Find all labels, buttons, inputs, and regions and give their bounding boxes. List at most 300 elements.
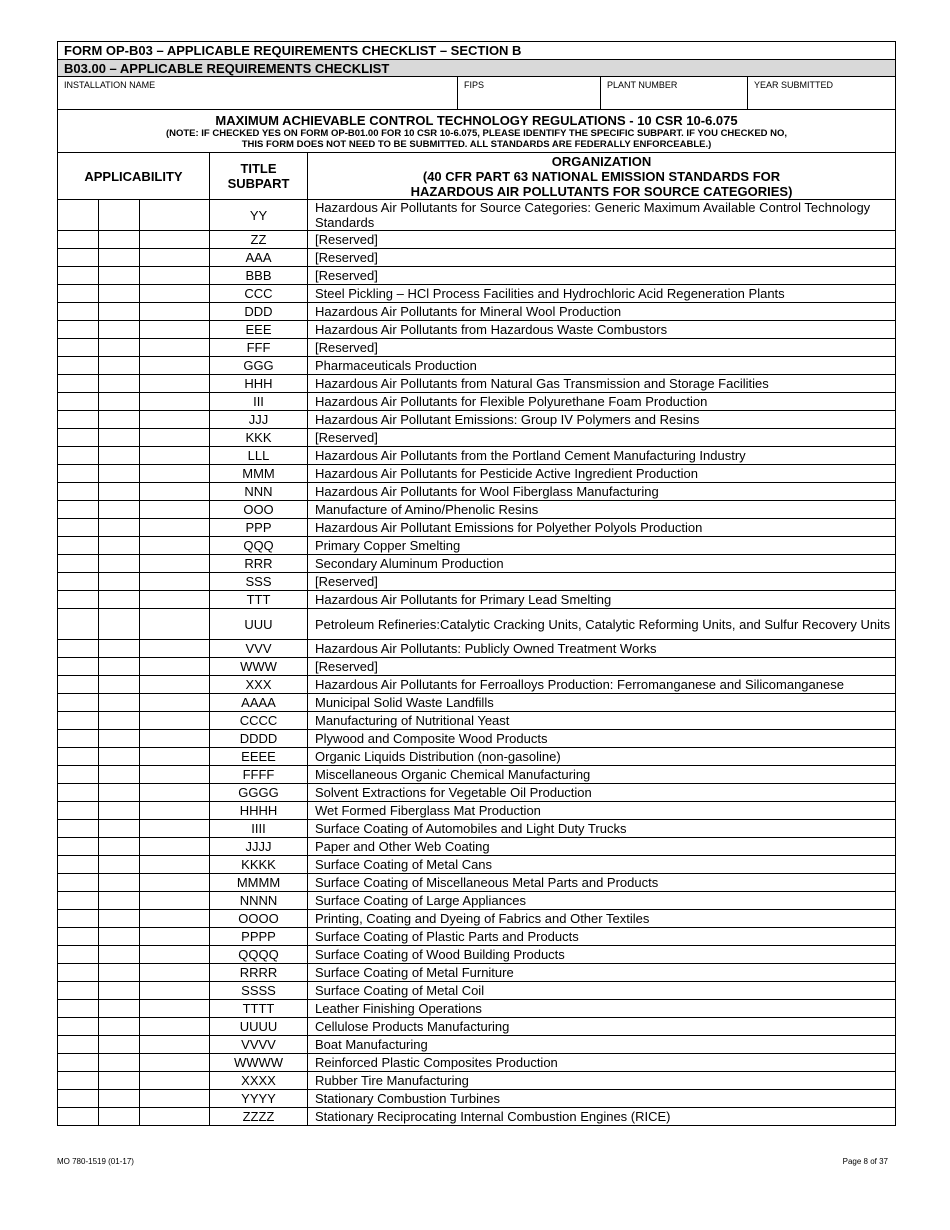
applicability-cell[interactable]	[58, 429, 99, 447]
subpart-code: LLL	[210, 447, 308, 465]
applicability-cell[interactable]	[99, 249, 140, 267]
applicability-cell[interactable]	[58, 838, 99, 856]
subpart-code: VVV	[210, 640, 308, 658]
applicability-cell[interactable]	[140, 1072, 210, 1090]
form	[57, 41, 895, 1126]
applicability-cell[interactable]	[99, 928, 140, 946]
subpart-title: Municipal Solid Waste Landfills	[308, 694, 896, 712]
applicability-cell[interactable]	[99, 640, 140, 658]
table-row	[58, 429, 896, 447]
applicability-cell[interactable]	[58, 856, 99, 874]
subpart-code: WWWW	[210, 1054, 308, 1072]
applicability-cell[interactable]	[99, 1000, 140, 1018]
subpart-title: Cellulose Products Manufacturing	[308, 1018, 896, 1036]
applicability-cell[interactable]	[99, 748, 140, 766]
table-row	[58, 856, 896, 874]
applicability-cell[interactable]	[58, 784, 99, 802]
applicability-cell[interactable]	[140, 802, 210, 820]
applicability-cell[interactable]	[140, 375, 210, 393]
table-row	[58, 1018, 896, 1036]
applicability-cell[interactable]	[140, 411, 210, 429]
applicability-cell[interactable]	[58, 946, 99, 964]
subpart-code: PPP	[210, 519, 308, 537]
regulation-title: MAXIMUM ACHIEVABLE CONTROL TECHNOLOGY REGULATIONS - 10 CSR 10-6.075	[215, 113, 738, 128]
subpart-code: QQQQ	[210, 946, 308, 964]
applicability-cell[interactable]	[99, 802, 140, 820]
applicability-cell[interactable]	[99, 964, 140, 982]
subpart-title: [Reserved]	[308, 339, 896, 357]
applicability-cell[interactable]	[140, 910, 210, 928]
applicability-cell[interactable]	[58, 748, 99, 766]
subpart-title: Manufacturing of Nutritional Yeast	[308, 712, 896, 730]
subpart-code: GGG	[210, 357, 308, 375]
table-row	[58, 910, 896, 928]
table-row	[58, 339, 896, 357]
table-row	[58, 483, 896, 501]
applicability-cell[interactable]	[140, 928, 210, 946]
table-row	[58, 231, 896, 249]
subpart-code: UUUU	[210, 1018, 308, 1036]
applicability-cell[interactable]	[99, 856, 140, 874]
subpart-code: IIII	[210, 820, 308, 838]
applicability-cell[interactable]	[58, 411, 99, 429]
subpart-code: FFF	[210, 339, 308, 357]
applicability-cell[interactable]	[140, 820, 210, 838]
table-row	[58, 465, 896, 483]
applicability-cell[interactable]	[58, 303, 99, 321]
form-title: FORM OP-B03 – APPLICABLE REQUIREMENTS CHECKLIST – SECTION B	[58, 42, 896, 60]
subpart-title: Surface Coating of Wood Building Products	[308, 946, 896, 964]
applicability-cell[interactable]	[140, 748, 210, 766]
subpart-title: [Reserved]	[308, 267, 896, 285]
applicability-cell[interactable]	[58, 1036, 99, 1054]
applicability-cell[interactable]	[99, 1108, 140, 1126]
subpart-code: HHHH	[210, 802, 308, 820]
table-row	[58, 447, 896, 465]
subpart-code: YY	[210, 200, 308, 231]
applicability-cell[interactable]	[58, 519, 99, 537]
applicability-cell[interactable]	[58, 321, 99, 339]
applicability-cell[interactable]	[58, 766, 99, 784]
subpart-title: [Reserved]	[308, 429, 896, 447]
subpart-code: DDD	[210, 303, 308, 321]
applicability-cell[interactable]	[140, 231, 210, 249]
applicability-cell[interactable]	[58, 676, 99, 694]
subpart-code: WWW	[210, 658, 308, 676]
applicability-cell[interactable]	[99, 285, 140, 303]
applicability-cell[interactable]	[99, 946, 140, 964]
subpart-code: OOO	[210, 501, 308, 519]
applicability-cell[interactable]	[99, 483, 140, 501]
subpart-title: Pharmaceuticals Production	[308, 357, 896, 375]
applicability-cell[interactable]	[58, 483, 99, 501]
applicability-cell[interactable]	[58, 802, 99, 820]
applicability-cell[interactable]	[58, 375, 99, 393]
applicability-cell[interactable]	[140, 712, 210, 730]
applicability-cell[interactable]	[99, 694, 140, 712]
applicability-cell[interactable]	[99, 820, 140, 838]
table-row	[58, 928, 896, 946]
subpart-title: Surface Coating of Metal Furniture	[308, 964, 896, 982]
applicability-cell[interactable]	[99, 321, 140, 339]
applicability-cell[interactable]	[99, 874, 140, 892]
subpart-title: Surface Coating of Large Appliances	[308, 892, 896, 910]
applicability-cell[interactable]	[99, 910, 140, 928]
table-row	[58, 591, 896, 609]
applicability-cell[interactable]	[140, 429, 210, 447]
subpart-code: CCC	[210, 285, 308, 303]
applicability-cell[interactable]	[99, 838, 140, 856]
applicability-cell[interactable]	[58, 200, 99, 231]
applicability-cell[interactable]	[58, 928, 99, 946]
applicability-cell[interactable]	[140, 519, 210, 537]
subpart-code: KKK	[210, 429, 308, 447]
applicability-cell[interactable]	[140, 838, 210, 856]
plant-number-field[interactable]: PLANT NUMBER	[601, 77, 748, 110]
applicability-cell[interactable]	[99, 537, 140, 555]
table-row	[58, 555, 896, 573]
form-number: MO 780-1519 (01-17)	[57, 1157, 134, 1166]
applicability-cell[interactable]	[99, 231, 140, 249]
applicability-cell[interactable]	[58, 267, 99, 285]
applicability-cell[interactable]	[58, 591, 99, 609]
subpart-code: III	[210, 393, 308, 411]
subpart-title: Solvent Extractions for Vegetable Oil Production	[308, 784, 896, 802]
subpart-title: Hazardous Air Pollutant Emissions for Polyether Polyols Production	[308, 519, 896, 537]
applicability-cell[interactable]	[140, 856, 210, 874]
table-row	[58, 303, 896, 321]
applicability-cell[interactable]	[58, 1018, 99, 1036]
section-title: B03.00 – APPLICABLE REQUIREMENTS CHECKLIST	[58, 60, 896, 77]
subpart-code: FFFF	[210, 766, 308, 784]
applicability-cell[interactable]	[99, 730, 140, 748]
applicability-cell[interactable]	[99, 411, 140, 429]
table-row	[58, 411, 896, 429]
table-row	[58, 267, 896, 285]
subpart-title: Printing, Coating and Dyeing of Fabrics and Other Textiles	[308, 910, 896, 928]
table-row	[58, 766, 896, 784]
table-row	[58, 748, 896, 766]
applicability-cell[interactable]	[140, 339, 210, 357]
subpart-title: Hazardous Air Pollutants for Source Categories: Generic Maximum Available Control Technology Standards	[308, 200, 896, 231]
table-row	[58, 1072, 896, 1090]
regulation-note-line2: THIS FORM DOES NOT NEED TO BE SUBMITTED. ALL STANDARDS ARE FEDERALLY ENFORCEABLE.)	[241, 139, 712, 150]
applicability-cell[interactable]	[99, 555, 140, 573]
applicability-cell[interactable]	[58, 658, 99, 676]
applicability-cell[interactable]	[99, 784, 140, 802]
applicability-cell[interactable]	[140, 200, 210, 231]
header-table	[57, 41, 896, 110]
subpart-code: DDDD	[210, 730, 308, 748]
applicability-cell[interactable]	[140, 447, 210, 465]
subpart-title: Wet Formed Fiberglass Mat Production	[308, 802, 896, 820]
applicability-cell[interactable]	[140, 1000, 210, 1018]
applicability-cell[interactable]	[99, 609, 140, 640]
applicability-cell[interactable]	[58, 1108, 99, 1126]
applicability-cell[interactable]	[99, 375, 140, 393]
applicability-cell[interactable]	[140, 640, 210, 658]
table-row	[58, 1108, 896, 1126]
subpart-code: ZZZZ	[210, 1108, 308, 1126]
applicability-cell[interactable]	[99, 712, 140, 730]
applicability-cell[interactable]	[99, 1018, 140, 1036]
applicability-cell[interactable]	[140, 658, 210, 676]
applicability-cell[interactable]	[140, 591, 210, 609]
subpart-code: GGGG	[210, 784, 308, 802]
table-row	[58, 694, 896, 712]
applicability-cell[interactable]	[140, 483, 210, 501]
subpart-title: Reinforced Plastic Composites Production	[308, 1054, 896, 1072]
subpart-title: [Reserved]	[308, 573, 896, 591]
applicability-cell[interactable]	[140, 1054, 210, 1072]
applicability-cell[interactable]	[58, 249, 99, 267]
applicability-cell[interactable]	[99, 1054, 140, 1072]
table-row	[58, 285, 896, 303]
subpart-title: Hazardous Air Pollutants from the Portland Cement Manufacturing Industry	[308, 447, 896, 465]
applicability-cell[interactable]	[99, 519, 140, 537]
table-row	[58, 357, 896, 375]
subpart-title: Plywood and Composite Wood Products	[308, 730, 896, 748]
subpart-code: NNNN	[210, 892, 308, 910]
subpart-title: Surface Coating of Metal Cans	[308, 856, 896, 874]
applicability-cell[interactable]	[58, 1000, 99, 1018]
table-row	[58, 573, 896, 591]
regulation-note-line1: (NOTE: IF CHECKED YES ON FORM OP-B01.00 FOR 10 CSR 10-6.075, PLEASE IDENTIFY THE SPECIFIC SUBPART. IF YOU CHECKED NO,	[165, 128, 788, 139]
applicability-cell[interactable]	[140, 249, 210, 267]
applicability-cell[interactable]	[140, 694, 210, 712]
subpart-title: Rubber Tire Manufacturing	[308, 1072, 896, 1090]
subpart-code: MMM	[210, 465, 308, 483]
applicability-cell[interactable]	[58, 231, 99, 249]
table-row	[58, 892, 896, 910]
subpart-code: EEE	[210, 321, 308, 339]
subpart-code: SSSS	[210, 982, 308, 1000]
applicability-cell[interactable]	[58, 1054, 99, 1072]
subpart-title: Manufacture of Amino/Phenolic Resins	[308, 501, 896, 519]
applicability-cell[interactable]	[140, 1018, 210, 1036]
subpart-title: Hazardous Air Pollutants for Mineral Wool Production	[308, 303, 896, 321]
subpart-title: Stationary Reciprocating Internal Combustion Engines (RICE)	[308, 1108, 896, 1126]
applicability-cell[interactable]	[99, 303, 140, 321]
applicability-cell[interactable]	[99, 676, 140, 694]
applicability-cell[interactable]	[99, 429, 140, 447]
table-row	[58, 946, 896, 964]
applicability-cell[interactable]	[58, 393, 99, 411]
applicability-header: APPLICABILITY	[58, 153, 210, 200]
applicability-cell[interactable]	[58, 537, 99, 555]
applicability-cell[interactable]	[58, 573, 99, 591]
applicability-cell[interactable]	[99, 658, 140, 676]
applicability-cell[interactable]	[140, 766, 210, 784]
applicability-cell[interactable]	[140, 321, 210, 339]
subpart-code: XXXX	[210, 1072, 308, 1090]
applicability-cell[interactable]	[140, 874, 210, 892]
applicability-cell[interactable]	[58, 730, 99, 748]
subpart-title: Paper and Other Web Coating	[308, 838, 896, 856]
applicability-cell[interactable]	[58, 465, 99, 483]
subpart-code: ZZ	[210, 231, 308, 249]
applicability-cell[interactable]	[140, 573, 210, 591]
subpart-code: UUU	[210, 609, 308, 640]
table-row	[58, 609, 896, 640]
year-submitted-field[interactable]: YEAR SUBMITTED	[748, 77, 896, 110]
applicability-cell[interactable]	[58, 964, 99, 982]
applicability-cell[interactable]	[58, 892, 99, 910]
applicability-cell[interactable]	[58, 712, 99, 730]
applicability-cell[interactable]	[99, 1036, 140, 1054]
applicability-cell[interactable]	[58, 555, 99, 573]
applicability-cell[interactable]	[140, 465, 210, 483]
table-row	[58, 730, 896, 748]
subpart-title: Hazardous Air Pollutants: Publicly Owned Treatment Works	[308, 640, 896, 658]
fips-field[interactable]: FIPS	[458, 77, 601, 110]
applicability-cell[interactable]	[99, 465, 140, 483]
applicability-cell[interactable]	[99, 892, 140, 910]
applicability-cell[interactable]	[58, 1072, 99, 1090]
applicability-cell[interactable]	[58, 501, 99, 519]
subpart-title: Hazardous Air Pollutants for Primary Lead Smelting	[308, 591, 896, 609]
table-row	[58, 1036, 896, 1054]
applicability-cell[interactable]	[140, 784, 210, 802]
applicability-cell[interactable]	[99, 573, 140, 591]
applicability-cell[interactable]	[140, 964, 210, 982]
subpart-title: Hazardous Air Pollutants from Natural Gas Transmission and Storage Facilities	[308, 375, 896, 393]
applicability-cell[interactable]	[140, 303, 210, 321]
applicability-cell[interactable]	[140, 676, 210, 694]
applicability-cell[interactable]	[140, 285, 210, 303]
applicability-cell[interactable]	[58, 357, 99, 375]
table-row	[58, 640, 896, 658]
applicability-cell[interactable]	[99, 357, 140, 375]
applicability-cell[interactable]	[140, 357, 210, 375]
applicability-cell[interactable]	[58, 447, 99, 465]
table-row	[58, 820, 896, 838]
applicability-cell[interactable]	[99, 501, 140, 519]
table-row	[58, 712, 896, 730]
applicability-cell[interactable]	[58, 609, 99, 640]
table-row	[58, 982, 896, 1000]
applicability-cell[interactable]	[99, 267, 140, 285]
subpart-code: RRRR	[210, 964, 308, 982]
checklist-rows	[58, 200, 896, 1126]
subpart-code: VVVV	[210, 1036, 308, 1054]
table-row	[58, 249, 896, 267]
subpart-code: XXX	[210, 676, 308, 694]
subpart-title: Hazardous Air Pollutants for Ferroalloys Production: Ferromanganese and Silicomanganese	[308, 676, 896, 694]
subpart-title: Hazardous Air Pollutants from Hazardous Waste Combustors	[308, 321, 896, 339]
applicability-cell[interactable]	[99, 447, 140, 465]
table-row	[58, 375, 896, 393]
subpart-code: BBB	[210, 267, 308, 285]
applicability-cell[interactable]	[140, 946, 210, 964]
subpart-title: Surface Coating of Metal Coil	[308, 982, 896, 1000]
subpart-title: Surface Coating of Automobiles and Light Duty Trucks	[308, 820, 896, 838]
applicability-cell[interactable]	[58, 640, 99, 658]
applicability-cell[interactable]	[99, 982, 140, 1000]
table-row	[58, 676, 896, 694]
table-row	[58, 838, 896, 856]
table-row	[58, 501, 896, 519]
subpart-code: JJJ	[210, 411, 308, 429]
page-number: Page 8 of 37	[842, 1157, 888, 1166]
applicability-cell[interactable]	[99, 393, 140, 411]
subpart-code: HHH	[210, 375, 308, 393]
subpart-title: Leather Finishing Operations	[308, 1000, 896, 1018]
applicability-cell[interactable]	[140, 1090, 210, 1108]
subpart-title: [Reserved]	[308, 249, 896, 267]
applicability-cell[interactable]	[99, 200, 140, 231]
subpart-title: Surface Coating of Plastic Parts and Products	[308, 928, 896, 946]
subpart-title: Miscellaneous Organic Chemical Manufacturing	[308, 766, 896, 784]
applicability-cell[interactable]	[58, 694, 99, 712]
applicability-cell[interactable]	[140, 501, 210, 519]
subpart-code: TTT	[210, 591, 308, 609]
applicability-cell[interactable]	[99, 766, 140, 784]
subpart-code: NNN	[210, 483, 308, 501]
subpart-code: SSS	[210, 573, 308, 591]
applicability-cell[interactable]	[140, 555, 210, 573]
subpart-title: Boat Manufacturing	[308, 1036, 896, 1054]
applicability-cell[interactable]	[99, 1072, 140, 1090]
subpart-code: OOOO	[210, 910, 308, 928]
applicability-cell[interactable]	[140, 267, 210, 285]
subpart-code: QQQ	[210, 537, 308, 555]
applicability-cell[interactable]	[99, 591, 140, 609]
subpart-title: Surface Coating of Miscellaneous Metal Parts and Products	[308, 874, 896, 892]
applicability-cell[interactable]	[99, 339, 140, 357]
subpart-code: KKKK	[210, 856, 308, 874]
applicability-cell[interactable]	[140, 393, 210, 411]
applicability-cell[interactable]	[140, 892, 210, 910]
applicability-cell[interactable]	[99, 1090, 140, 1108]
applicability-cell[interactable]	[140, 1036, 210, 1054]
applicability-cell[interactable]	[58, 820, 99, 838]
subpart-code: EEEE	[210, 748, 308, 766]
subpart-title: Steel Pickling – HCl Process Facilities and Hydrochloric Acid Regeneration Plants	[308, 285, 896, 303]
subpart-title: Hazardous Air Pollutants for Pesticide Active Ingredient Production	[308, 465, 896, 483]
table-row	[58, 784, 896, 802]
subpart-title: Hazardous Air Pollutants for Flexible Polyurethane Foam Production	[308, 393, 896, 411]
title-header-line1: TITLE	[240, 161, 277, 176]
title-header-line2: SUBPART	[227, 176, 290, 191]
subpart-title: Hazardous Air Pollutants for Wool Fiberglass Manufacturing	[308, 483, 896, 501]
applicability-cell[interactable]	[140, 730, 210, 748]
table-row	[58, 200, 896, 231]
applicability-cell[interactable]	[140, 537, 210, 555]
org-header-line2: (40 CFR PART 63 NATIONAL EMISSION STANDARDS FOR	[422, 168, 781, 184]
organization-header	[308, 153, 896, 200]
subpart-code: AAA	[210, 249, 308, 267]
subpart-title: Primary Copper Smelting	[308, 537, 896, 555]
applicability-cell[interactable]	[58, 910, 99, 928]
subpart-code: TTTT	[210, 1000, 308, 1018]
applicability-cell[interactable]	[58, 874, 99, 892]
subpart-code: RRR	[210, 555, 308, 573]
subpart-title: [Reserved]	[308, 231, 896, 249]
applicability-cell[interactable]	[58, 982, 99, 1000]
subpart-code: YYYY	[210, 1090, 308, 1108]
applicability-cell[interactable]	[58, 339, 99, 357]
applicability-cell[interactable]	[58, 285, 99, 303]
subpart-code: PPPP	[210, 928, 308, 946]
applicability-cell[interactable]	[140, 1108, 210, 1126]
applicability-cell[interactable]	[140, 982, 210, 1000]
applicability-cell[interactable]	[140, 609, 210, 640]
applicability-cell[interactable]	[58, 1090, 99, 1108]
installation-name-field[interactable]: INSTALLATION NAME	[58, 77, 458, 110]
table-row	[58, 537, 896, 555]
regulation-header	[58, 110, 896, 153]
